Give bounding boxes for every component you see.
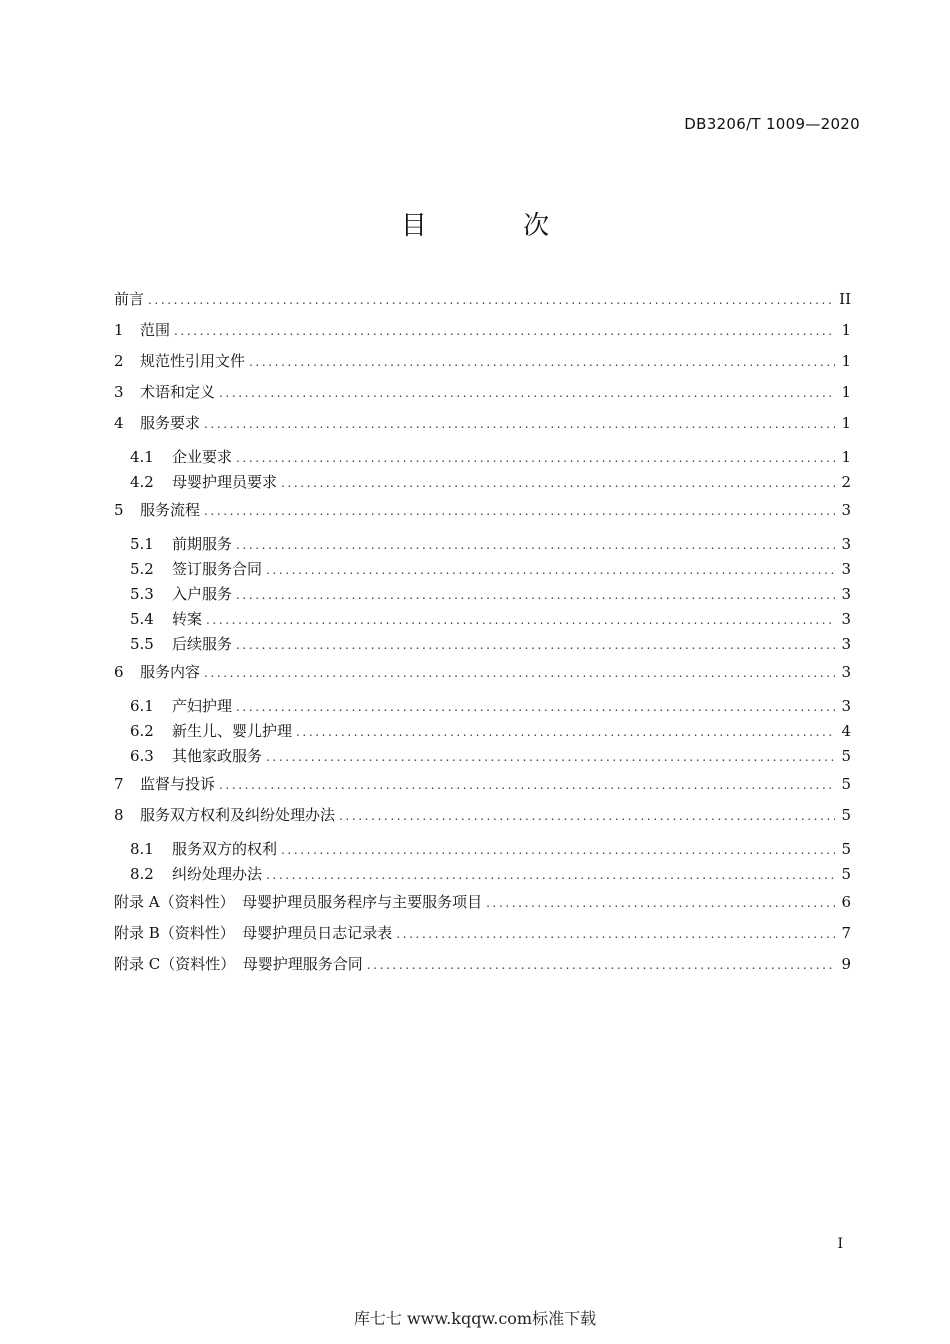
toc-entry-page: 3 [841, 535, 851, 553]
toc-entry-number: 6.3 [130, 747, 154, 765]
toc-leader-dots [339, 806, 835, 826]
toc-entry-page: 3 [841, 610, 851, 628]
toc-entry-page: 5 [841, 865, 851, 883]
toc-entry[interactable] [114, 746, 851, 771]
toc-entry-label: 附录 C（资料性） 母婴护理服务合同 [114, 955, 363, 973]
toc-entry[interactable] [114, 659, 851, 690]
toc-entry-page: 1 [841, 352, 851, 370]
toc-entry-label: 服务流程 [140, 501, 201, 519]
toc-entry[interactable] [114, 802, 851, 833]
toc-entry-label: 其他家政服务 [172, 747, 263, 765]
toc-entry-number: 6 [114, 663, 124, 681]
toc-entry-number: 4.1 [130, 448, 154, 466]
toc-entry-number: 6.2 [130, 722, 154, 740]
toc-entry-label: 服务双方的权利 [172, 840, 278, 858]
toc-entry-label: 前期服务 [172, 535, 233, 553]
toc-entry-page: 1 [841, 321, 851, 339]
toc-leader-dots [296, 722, 835, 742]
toc-entry-number: 8.1 [130, 840, 154, 858]
toc-entry[interactable] [114, 472, 851, 497]
toc-entry-page: 1 [841, 448, 851, 466]
toc-entry-page: 3 [841, 697, 851, 715]
toc-leader-dots [281, 840, 835, 860]
toc-entry-page: 1 [841, 414, 851, 432]
toc-entry[interactable] [114, 497, 851, 528]
toc-leader-dots [236, 635, 835, 655]
toc-entry-page: II [839, 290, 851, 308]
toc-leader-dots [396, 924, 835, 944]
toc-entry-label: 术语和定义 [140, 383, 216, 401]
toc-leader-dots [204, 414, 835, 434]
toc-entry-number: 4 [114, 414, 124, 432]
toc-leader-dots [367, 955, 835, 975]
toc-entry[interactable] [114, 559, 851, 584]
toc-entry-number: 1 [114, 321, 124, 339]
toc-entry[interactable] [114, 609, 851, 634]
toc-leader-dots [486, 893, 835, 913]
toc-entry[interactable] [114, 379, 851, 410]
toc-leader-dots [236, 697, 835, 717]
toc-entry-label: 前言 [114, 290, 145, 308]
toc-leader-dots [266, 865, 835, 885]
toc-leader-dots [266, 560, 835, 580]
toc-entry[interactable] [114, 889, 851, 920]
toc-entry-page: 5 [841, 775, 851, 793]
toc-entry-number: 8 [114, 806, 124, 824]
toc-entry-label: 监督与投诉 [140, 775, 216, 793]
toc-entry-number: 5.3 [130, 585, 154, 603]
toc-leader-dots [249, 352, 835, 372]
toc-entry-page: 3 [841, 560, 851, 578]
toc-entry-page: 9 [841, 955, 851, 973]
toc-entry-page: 2 [841, 473, 851, 491]
toc-leader-dots [204, 501, 835, 521]
toc-leader-dots [236, 585, 835, 605]
toc-leader-dots [219, 775, 835, 795]
toc-entry[interactable] [114, 833, 851, 864]
toc-entry[interactable] [114, 348, 851, 379]
toc-entry-number: 5.5 [130, 635, 154, 653]
toc-entry-label: 服务内容 [140, 663, 201, 681]
page-number: I [837, 1236, 843, 1252]
toc-entry-number: 3 [114, 383, 124, 401]
toc-entry-label: 后续服务 [172, 635, 233, 653]
toc-entry-label: 附录 B（资料性） 母婴护理员日志记录表 [114, 924, 393, 942]
page-title: 目 次 [400, 211, 594, 241]
toc-entry-label: 产妇护理 [172, 697, 233, 715]
footer-watermark: 库七七 www.kqqw.com标准下载 [353, 1309, 597, 1328]
toc-entry[interactable] [114, 771, 851, 802]
toc-entry-label: 入户服务 [172, 585, 233, 603]
toc-entry-number: 5 [114, 501, 124, 519]
toc-entry-label: 签订服务合同 [172, 560, 263, 578]
toc-entry-label: 母婴护理员要求 [172, 473, 278, 491]
toc-leader-dots [206, 610, 835, 630]
toc-leader-dots [236, 448, 835, 468]
toc-leader-dots [266, 747, 835, 767]
toc-entry[interactable] [114, 317, 851, 348]
toc-entry-label: 新生儿、婴儿护理 [172, 722, 293, 740]
toc-leader-dots [174, 321, 835, 341]
toc-entry[interactable] [114, 584, 851, 609]
toc-entry-label: 服务要求 [140, 414, 201, 432]
toc-leader-dots [204, 663, 835, 683]
toc-entry-page: 5 [841, 747, 851, 765]
toc-entry-number: 5.1 [130, 535, 154, 553]
toc-entry[interactable] [114, 920, 851, 951]
toc-entry-page: 3 [841, 585, 851, 603]
toc-entry-label: 企业要求 [172, 448, 233, 466]
toc-entry-label: 附录 A（资料性） 母婴护理员服务程序与主要服务项目 [114, 893, 483, 911]
toc-entry-number: 8.2 [130, 865, 154, 883]
toc-leader-dots [236, 535, 835, 555]
toc-entry-page: 3 [841, 501, 851, 519]
toc-entry[interactable] [114, 951, 851, 982]
toc-leader-dots [281, 473, 835, 493]
table-of-contents [114, 286, 851, 982]
toc-entry-page: 7 [841, 924, 851, 942]
toc-entry-page: 5 [841, 806, 851, 824]
toc-entry[interactable] [114, 634, 851, 659]
toc-entry-number: 2 [114, 352, 124, 370]
toc-entry[interactable] [114, 690, 851, 721]
toc-entry-number: 6.1 [130, 697, 154, 715]
toc-entry[interactable] [114, 441, 851, 472]
document-code: DB3206/T 1009—2020 [684, 115, 860, 133]
toc-entry[interactable] [114, 286, 851, 317]
toc-entry-page: 3 [841, 663, 851, 681]
toc-entry-label: 服务双方权利及纠纷处理办法 [140, 806, 336, 824]
toc-entry[interactable] [114, 864, 851, 889]
toc-leader-dots [219, 383, 835, 403]
toc-entry-label: 纠纷处理办法 [172, 865, 263, 883]
toc-entry-number: 5.4 [130, 610, 154, 628]
toc-entry[interactable] [114, 528, 851, 559]
toc-entry[interactable] [114, 721, 851, 746]
toc-entry-page: 3 [841, 635, 851, 653]
toc-entry-page: 5 [841, 840, 851, 858]
toc-entry-number: 4.2 [130, 473, 154, 491]
toc-entry-page: 4 [841, 722, 851, 740]
toc-entry-label: 转案 [172, 610, 203, 628]
toc-entry[interactable] [114, 410, 851, 441]
toc-entry-label: 规范性引用文件 [140, 352, 246, 370]
toc-entry-number: 7 [114, 775, 124, 793]
toc-entry-label: 范围 [140, 321, 171, 339]
toc-entry-number: 5.2 [130, 560, 154, 578]
toc-leader-dots [148, 290, 835, 310]
toc-entry-page: 1 [841, 383, 851, 401]
toc-entry-page: 6 [841, 893, 851, 911]
